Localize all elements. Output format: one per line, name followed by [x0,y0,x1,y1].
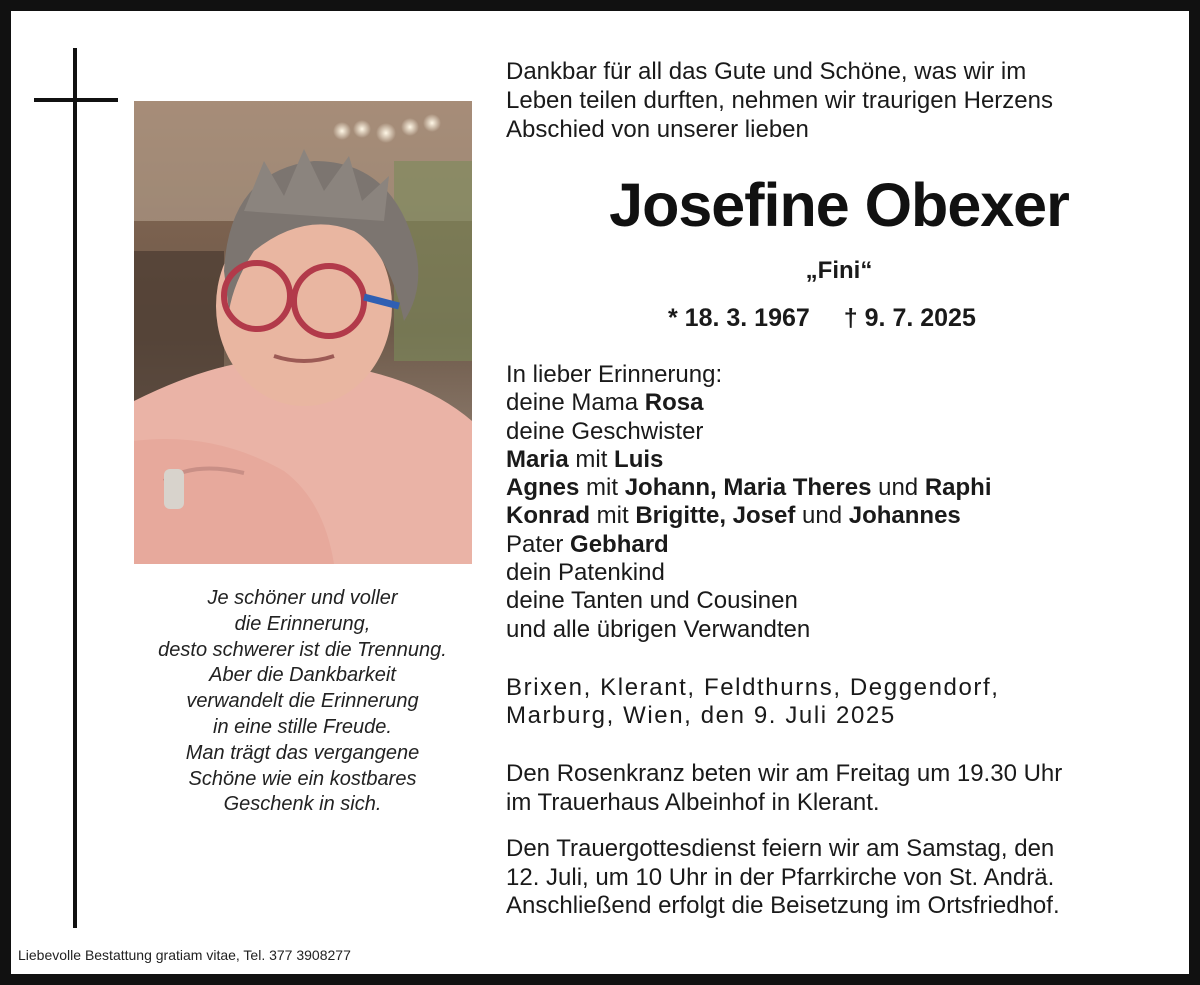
family-heading: In lieber Erinnerung: [506,361,723,388]
funeral-service-notice: Den Trauergottesdienst feiern wir am Samstag, den 12. Juli, um 10 Uhr in der Pfarrkirche von St. Andrä. Anschließend erfolgt die Beisetzung im Ortsfriedhof. [506,835,1060,919]
deceased-nickname: „Fini“ [805,257,873,284]
rosary-notice: Den Rosenkranz beten wir am Freitag um 19.30 Uhr im Trauerhaus Albeinhof in Klerant. [506,760,1063,816]
poem-line: Je schöner und voller [207,587,398,609]
intro-line: Leben teilen durften, nehmen wir traurigen Herzens [506,87,1053,114]
funeral-home-footer: Liebevolle Bestattung gratiam vitae, Tel. 377 3908277 [18,947,351,963]
family-line: Agnes mit Johann, Maria Theres und Raphi [506,474,992,502]
family-line: deine Mama Rosa [506,389,704,417]
family-line: dein Patenkind [506,559,665,587]
poem-line: Geschenk in sich. [223,793,382,816]
place-and-date: Brixen, Klerant, Feldthurns, Deggendorf, Marburg, Wien, den 9. Juli 2025 [506,674,1000,729]
family-line: Maria mit Luis [506,445,664,473]
family-line: Pater Gebhard [506,530,669,558]
poem-line: die Erinnerung, [234,612,371,635]
poem-line: desto schwerer ist die Trennung. [158,638,447,661]
family-list [506,361,1178,644]
family-line: deine Geschwister [506,417,704,445]
poem-line: Man trägt das vergangene [185,741,420,764]
memorial-poem [110,586,495,818]
cross-icon-horizontal [34,98,118,102]
deceased-name: Josefine Obexer [609,171,1069,239]
cross-icon-vertical [73,48,77,928]
family-line: und alle übrigen Verwandten [506,615,811,643]
birth-date: * 18. 3. 1967 [668,304,810,332]
poem-line: Schöne wie ein kostbares [188,767,417,790]
poem-line: verwandelt die Erinnerung [186,690,419,713]
death-date: † 9. 7. 2025 [843,304,976,332]
poem-line: in eine stille Freude. [213,715,392,738]
family-line: deine Tanten und Cousinen [506,587,798,615]
life-dates [668,304,976,333]
intro-line: Abschied von unserer lieben [506,116,809,143]
portrait-photo [134,101,472,564]
family-line: Konrad mit Brigitte, Josef und Johannes [506,502,961,530]
intro-line: Dankbar für all das Gute und Schöne, was wir im [506,58,1027,85]
intro-text [506,57,1178,144]
poem-line: Aber die Dankbarkeit [209,664,396,687]
